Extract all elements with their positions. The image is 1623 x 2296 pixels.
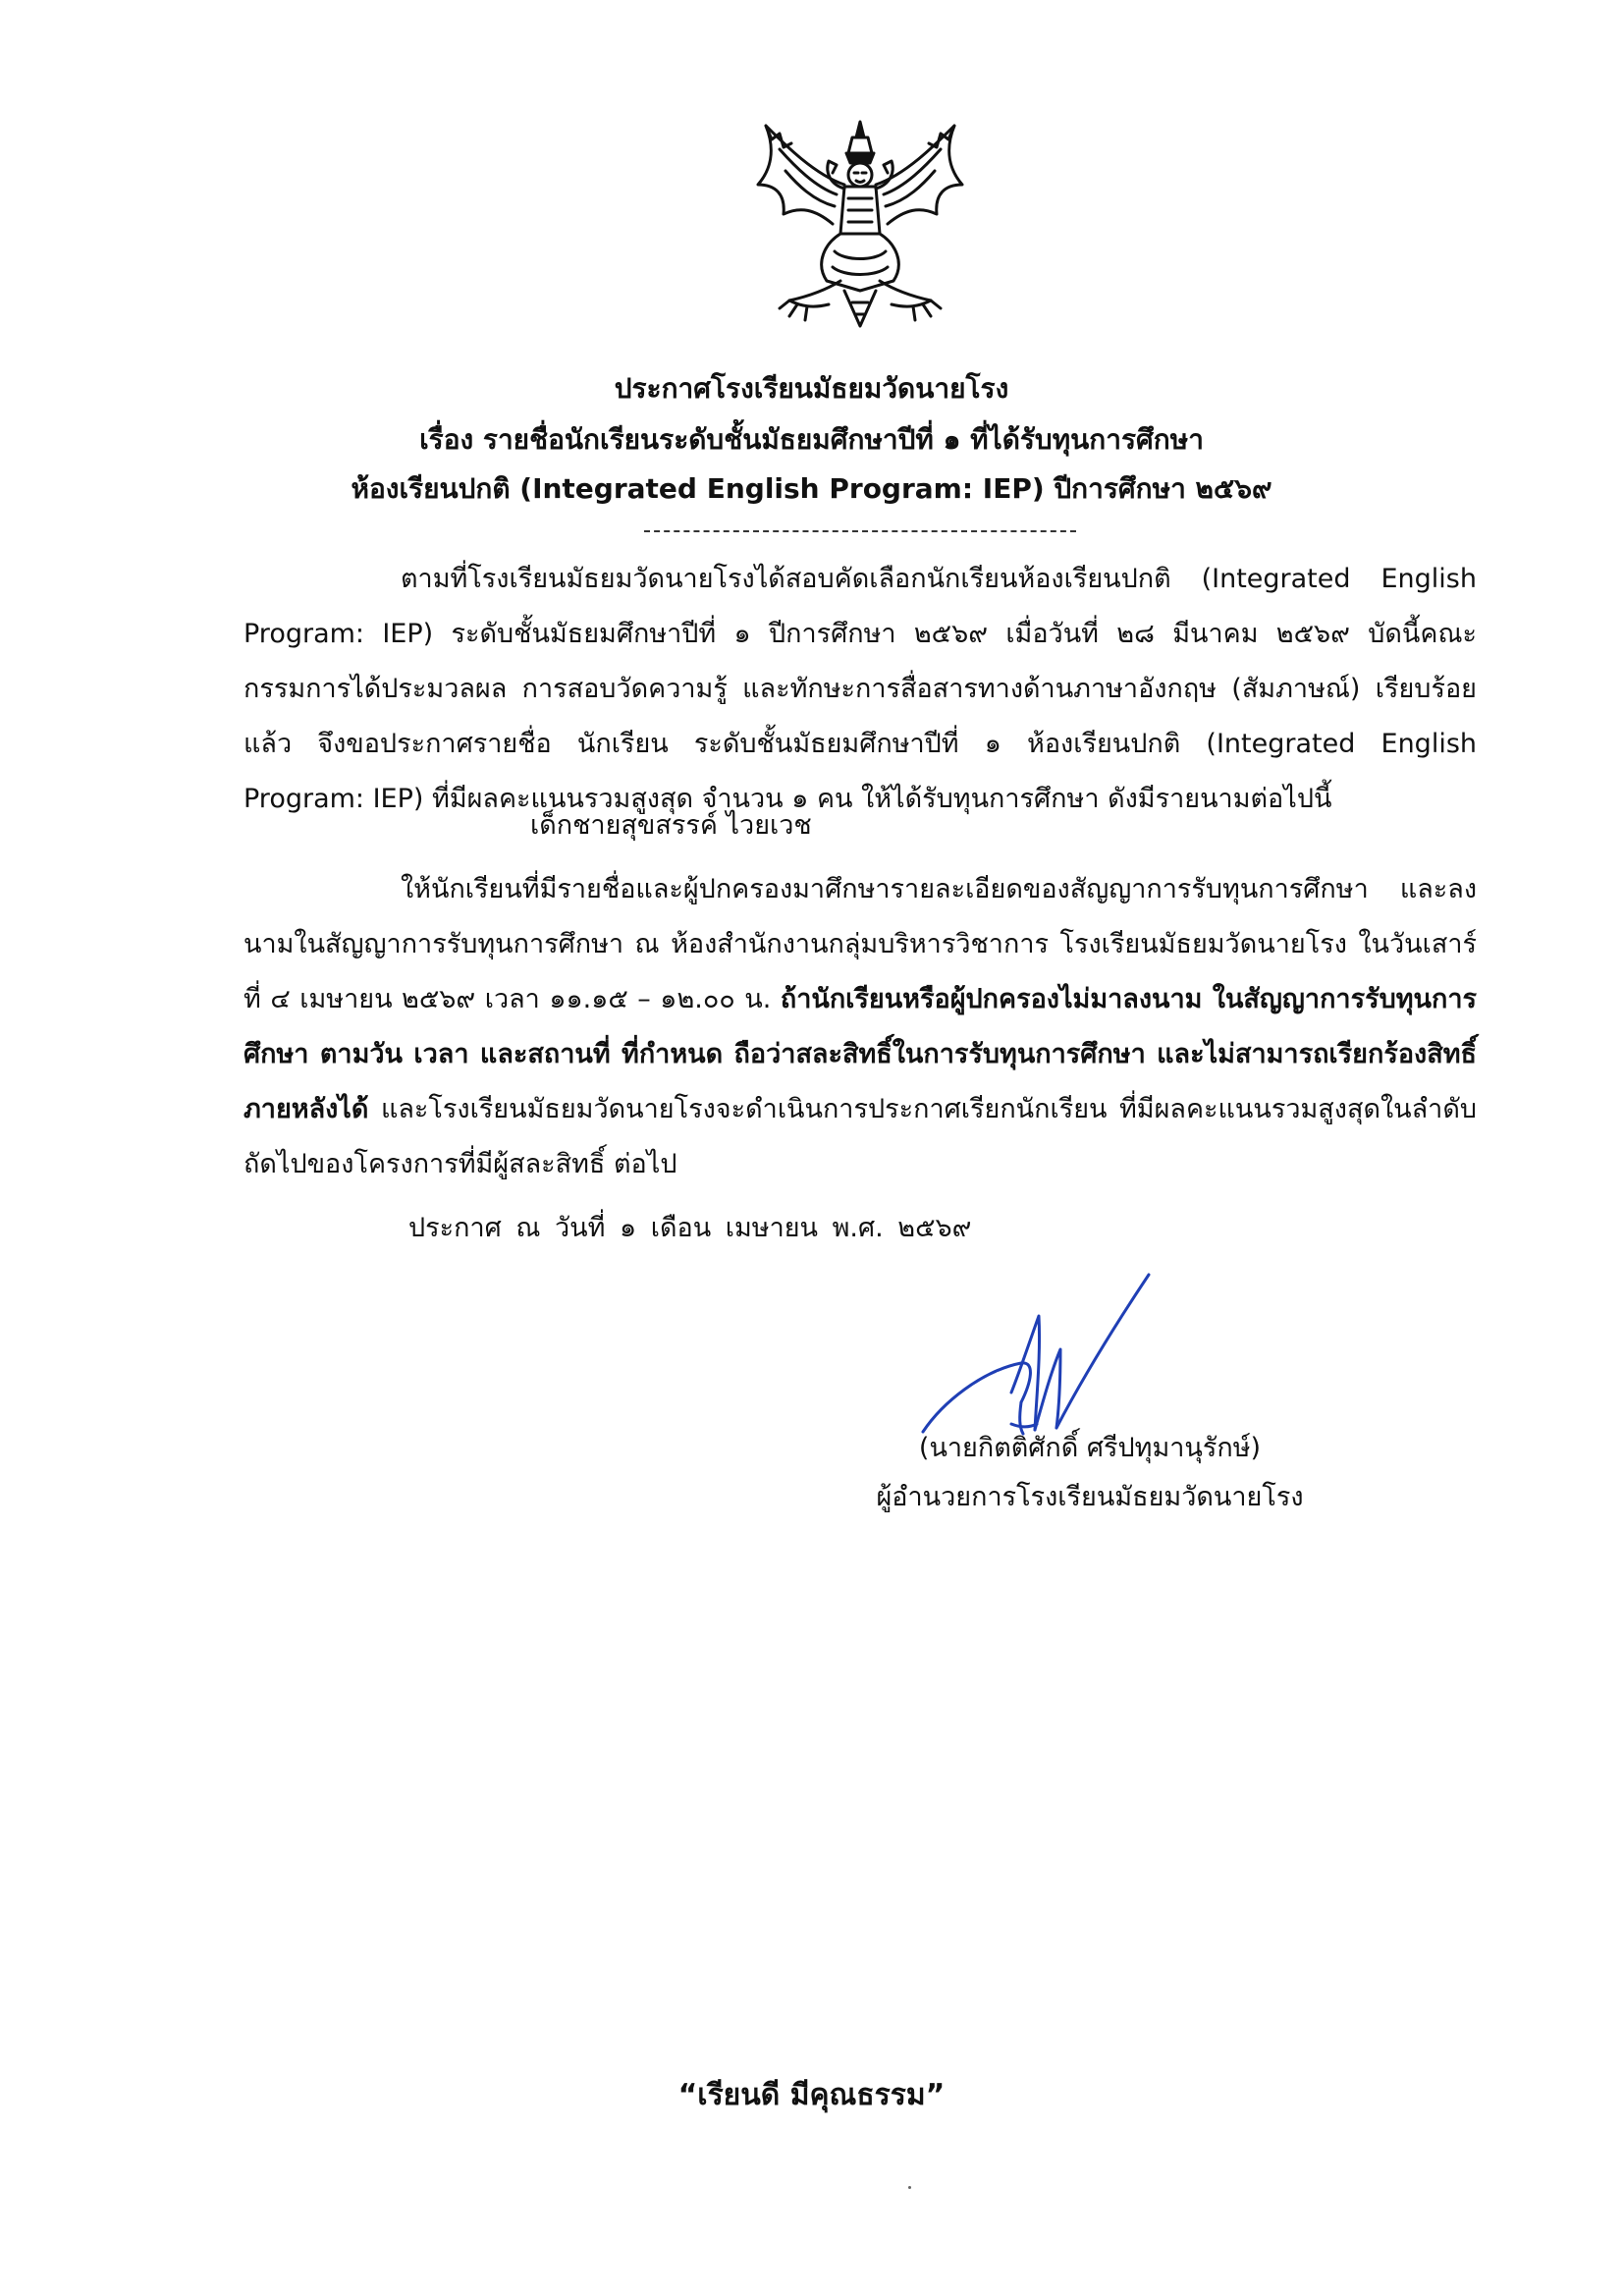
school-motto: “เรียนดี มีคุณธรรม” <box>677 2078 946 2112</box>
header-divider <box>644 530 1076 532</box>
instructions-text-end: และโรงเรียนมัธยมวัดนายโรงจะดำเนินการประกาศเรียกนักเรียน ที่มีผลคะแนนรวมสูงสุดในลำดับถัดไปของโครงการที่มีผู้สละสิทธิ์ ต่อไป <box>243 1094 1477 1179</box>
announcement-subject: เรื่อง รายชื่อนักเรียนระดับชั้นมัธยมศึกษาปีที่ ๑ ที่ได้รับทุนการศึกษา <box>419 423 1204 456</box>
signer-position: ผู้อำนวยการโรงเรียนมัธยมวัดนายโรง <box>876 1482 1304 1512</box>
signer-name: (นายกิตติศักดิ์ ศรีปทุมานุรักษ์) <box>918 1433 1262 1463</box>
instructions-paragraph <box>243 862 1477 1192</box>
announcement-subject-continued: ห้องเรียนปกติ (Integrated English Program: IEP) ปีการศึกษา ๒๕๖๙ <box>351 472 1272 505</box>
announcement-date: ประกาศ ณ วันที่ ๑ เดือน เมษายน พ.ศ. ๒๕๖๙ <box>408 1213 972 1243</box>
scan-speck <box>908 2186 911 2189</box>
intro-paragraph: ตามที่โรงเรียนมัธยมวัดนายโรงได้สอบคัดเลือกนักเรียนห้องเรียนปกติ (Integrated English Program: IEP) ระดับชั้นมัธยมศึกษาปีที่ ๑ ปีการศึกษา ๒๕๖๙ เมื่อวันที่ ๒๘ มีนาคม ๒๕๖๙ บัดนี้คณะกรรมการได้ประมวลผล การสอบวัดความรู้ และทักษะการสื่อสารทางด้านภาษาอังกฤษ (สัมภาษณ์) เรียบร้อยแล้ว จึงขอประกาศรายชื่อ นักเรียน ระดับชั้นมัธยมศึกษาปีที่ ๑ ห้องเรียนปกติ (Integrated English Program: IEP) ที่มีผลคะแนนรวมสูงสุด จำนวน ๑ คน ให้ได้รับทุนการศึกษา ดังมีรายนามต่อไปนี้ <box>243 564 1477 814</box>
instructions-text: ให้นักเรียนที่มีรายชื่อและผู้ปกครองมาศึกษารายละเอียดของสัญญาการรับทุนการศึกษา และลงนามในสัญญาการรับทุนการศึกษา ณ ห้องสำนักงานกลุ่มบริหารวิชาการ โรงเรียนมัธยมวัดนายโรง ในวันเสาร์ที่ ๔ เมษายน ๒๕๖๙ เวลา ๑๑.๑๕ – ๑๒.๐๐ น. <box>243 874 1477 1014</box>
handwritten-signature <box>913 1255 1168 1451</box>
forfeit-warning: ถ้านักเรียนหรือผู้ปกครองไม่มาลงนาม ในสัญญาการรับทุนการศึกษา ตามวัน เวลา และสถานที่ ที่กำหนด ถือว่าสละสิทธิ์ในการรับทุนการศึกษา และไม่สามารถเรียกร้องสิทธิ์ภายหลังได้ <box>243 984 1477 1124</box>
garuda-emblem-icon <box>746 116 974 334</box>
scholarship-student-name: เด็กชายสุขสรรค์ ไวยเวช <box>530 810 812 841</box>
announcement-title: ประกาศโรงเรียนมัธยมวัดนายโรง <box>614 372 1009 405</box>
